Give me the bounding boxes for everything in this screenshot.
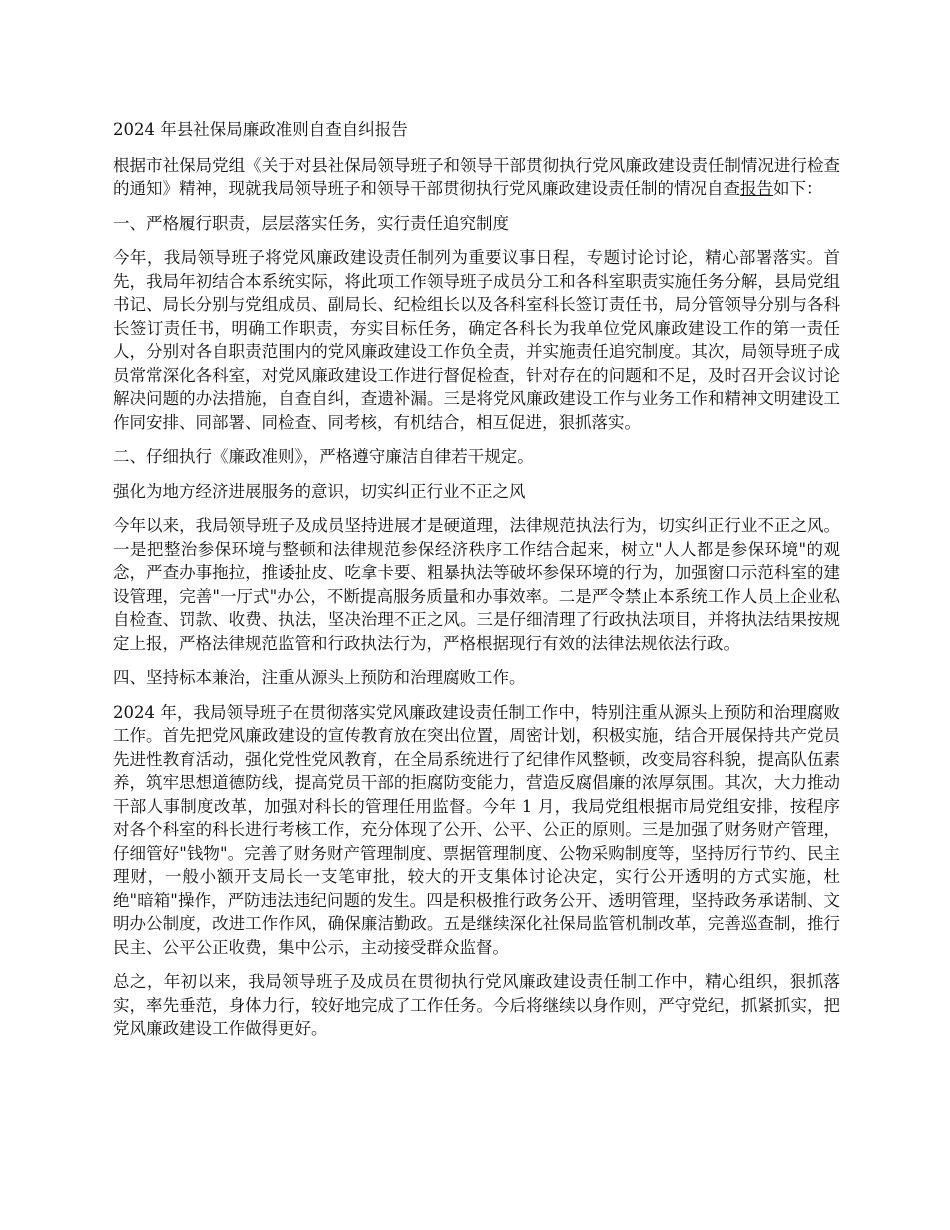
section-4-body: 2024 年，我局领导班子在贯彻落实党风廉政建设责任制工作中，特别注重从源头上预防和治理腐败工作。首先把党风廉政建设的宣传教育放在突出位置，周密计划，积极实施，结合开展保持共产党员先进性教育活动，强化党性党风教育，在全局系统进行了纪律作风整顿，改变局容科貌，提高队伍素养，筑牢思想道德防线，提高党员干部的拒腐防变能力，营造反腐倡廉的浓厚氛围。其次，大力推动干部人事制度改革，加强对科长的管理任用监督。今年 1 月，我局党组根据市局党组安排，按程序对各个科室的科长进行考核工作，充分体现了公开、公平、公正的原则。三是加强了财务财产管理，仔细管好"钱物"。完善了财务财产管理制度、票据管理制度、公物采购制度等，坚持厉行节约、民主理财，一般小额开支局长一支笔审批，较大的开支集体讨论决定，实行公开透明的方式实施，杜绝"暗箱"操作，严防违法违纪问题的发生。四是积极推行政务公开、透明管理，坚持政务承诺制、文明办公制度，改进工作作风，确保廉洁勤政。五是继续深化社保局监管机制改革，完善巡查制，推行民主、公平公正收费，集中公示，主动接受群众监督。	[113, 702, 840, 957]
intro-text: 根据市社保局党组《关于对县社保局领导班子和领导干部贯彻执行党风廉政建设责任制情况进行检查的通知》精神，现就我局领导班子和领导干部贯彻执行党风廉政建设责任制的情况自查	[113, 155, 840, 198]
intro-text-end: 如下：	[773, 179, 823, 198]
intro-paragraph	[113, 154, 840, 201]
section-3-body: 今年以来，我局领导班子及成员坚持进展才是硬道理，法律规范执法行为，切实纠正行业不正之风。一是把整治参保环境与整顿和法律规范参保经济秩序工作结合起来，树立"人人都是参保环境"的观念，严查办事拖拉，推诿扯皮、吃拿卡要、粗暴执法等破坏参保环境的行为，加强窗口示范科室的建设管理，完善"一厅式"办公，不断提高服务质量和办事效率。二是严令禁止本系统工作人员上企业私自检查、罚款、收费、执法，坚决治理不正之风。三是仔细清理了行政执法项目，并将执法结果按规定上报，严格法律规范监管和行政执法行为，严格根据现行有效的法律法规依法行政。	[113, 516, 840, 653]
section-2-heading: 二、仔细执行《廉政准则》，严格遵守廉洁自律若干规定。	[113, 447, 534, 466]
conclusion-paragraph: 总之，年初以来，我局领导班子及成员在贯彻执行党风廉政建设责任制工作中，精心组织，狠抓落实，率先垂范，身体力行，较好地完成了工作任务。今后将继续以身作则，严守党纪，抓紧抓实，把党风廉政建设工作做得更好。	[113, 972, 840, 1038]
document-page	[113, 118, 840, 1052]
section-4-heading: 四、坚持标本兼治，注重从源头上预防和治理腐败工作。	[113, 668, 526, 687]
section-1-heading: 一、严格履行职责，层层落实任务，实行责任追究制度	[113, 213, 509, 233]
document-title: 2024 年县社保局廉政准则自查自纠报告	[113, 120, 408, 139]
section-1-body: 今年，我局领导班子将党风廉政建设责任制列为重要议事日程，专题讨论讨论，精心部署落实。首先，我局年初结合本系统实际，将此项工作领导班子成员分工和各科室职责实施任务分解，县局党组书记、局长分别与党组成员、副局长、纪检组长以及各科室科长签订责任书，局分管领导分别与各科长签订责任书，明确工作职责，夯实目标任务，确定各科长为我单位党风廉政建设工作的第一责任人，分别对各自职责范围内的党风廉政建设工作负全责，并实施责任追究制度。其次，局领导班子成员常常深化各科室，对党风廉政建设工作进行督促检查，针对存在的问题和不足，及时召开会议讨论解决问题的办法措施，自查自纠，查遗补漏。三是将党风廉政建设工作与业务工作和精神文明建设工作同安排、同部署、同检查、同考核，有机结合，相互促进，狠抓落实。	[113, 248, 840, 432]
report-link[interactable]: 报告	[740, 179, 773, 198]
section-3-heading: 强化为地方经济进展服务的意识，切实纠正行业不正之风	[113, 481, 526, 501]
